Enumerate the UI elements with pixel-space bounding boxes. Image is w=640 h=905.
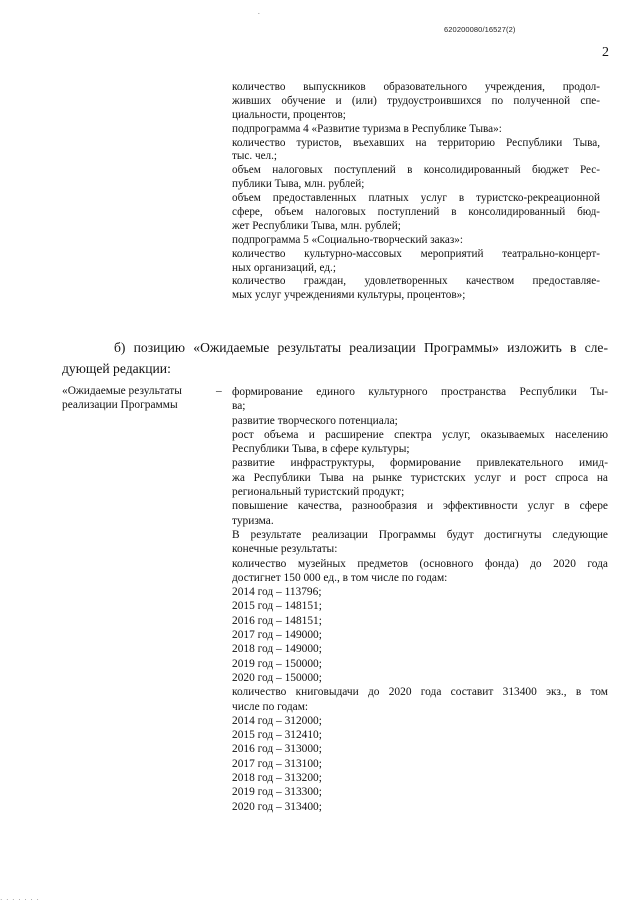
year-value-line: 2019 год – 150000;: [232, 657, 322, 670]
text-line: количество выпускников образовательного учреждения, продол-: [232, 81, 600, 93]
year-value-line: 2020 год – 313400;: [232, 800, 322, 813]
year-value-line: 2016 год – 313000;: [232, 743, 322, 756]
text-line: дующей редакции:: [62, 361, 171, 376]
text-line: числе по годам:: [232, 700, 309, 713]
page-number: 2: [602, 45, 609, 60]
year-value-line: 2015 год – 312410;: [232, 729, 322, 742]
indicators-block: [232, 81, 600, 303]
year-value-line: 2020 год – 150000;: [232, 671, 322, 684]
year-value-line: 2014 год – 113796;: [232, 586, 322, 599]
text-line: В результате реализации Программы будут достигнуты следующие: [232, 528, 608, 541]
text-line: объем предоставленных платных услуг в туристско-рекреационной: [232, 192, 600, 205]
year-value-line: 2019 год – 313300;: [232, 786, 322, 799]
label-line: «Ожидаемые результаты: [62, 385, 182, 397]
text-line: формирование единого культурного пространства Республики Ты-: [232, 386, 608, 398]
text-line: повышение качества, разнообразия и эффективности услуг в сфере: [232, 500, 608, 513]
text-line: жа Республики Тыва на рынке туристских услуг и рост спроса на: [232, 471, 608, 484]
text-line: количество культурно-массовых мероприятий театрально-концерт-: [232, 247, 600, 260]
year-value-line: 2018 год – 149000;: [232, 643, 322, 656]
item-b-paragraph: [62, 337, 608, 379]
text-line: жет Республики Тыва, млн. рублей;: [232, 219, 401, 232]
text-line: Республики Тыва, в сфере культуры;: [232, 443, 410, 456]
text-line: развитие творческого потенциала;: [232, 414, 398, 427]
results-content-cell: [232, 385, 608, 814]
text-line: количество граждан, удовлетворенных качеством предоставляе-: [232, 275, 600, 288]
text-line: подпрограмма 4 «Развитие туризма в Республике Тыва»:: [232, 122, 502, 135]
text-line: количество туристов, въехавших на территорию Республики Тыва,: [232, 136, 600, 149]
year-value-line: 2015 год – 148151;: [232, 600, 322, 613]
text-line: туризма.: [232, 514, 274, 527]
text-line: количество музейных предметов (основного фонда) до 2020 года: [232, 557, 608, 570]
label-line: реализации Программы: [62, 398, 178, 411]
text-line: тыс. чел.;: [232, 150, 278, 163]
scan-edge-mark: · · · · · · ·: [0, 896, 40, 904]
text-line: достигнет 150 000 ед., в том числе по годам:: [232, 571, 448, 584]
year-value-line: 2014 год – 312000;: [232, 714, 322, 727]
text-line: объем налоговых поступлений в консолидированный бюджет Рес-: [232, 164, 600, 177]
text-line: мых услуг учреждениями культуры, процентов»;: [232, 289, 466, 302]
text-line: циальности, процентов;: [232, 108, 346, 121]
results-label-cell: [62, 385, 232, 413]
text-line: сфере, объем налоговых поступлений в консолидированный бюд-: [232, 206, 600, 219]
scan-dot: .: [258, 8, 260, 16]
document-code: 620200080/16527(2): [444, 25, 516, 34]
year-value-line: 2016 год – 148151;: [232, 614, 322, 627]
year-value-line: 2017 год – 149000;: [232, 629, 322, 642]
text-line: ных организаций, ед.;: [232, 261, 336, 274]
text-line: публики Тыва, млн. рублей;: [232, 178, 365, 191]
text-line: количество книговыдачи до 2020 года составит 313400 экз., в том: [232, 686, 608, 699]
text-line: б) позицию «Ожидаемые результаты реализации Программы» изложить в сле-: [114, 340, 608, 355]
year-value-line: 2018 год – 313200;: [232, 772, 322, 785]
text-line: конечные результаты:: [232, 543, 338, 556]
text-line: рост объема и расширение спектра услуг, оказываемых населению: [232, 428, 608, 441]
text-line: подпрограмма 5 «Социально-творческий заказ»:: [232, 233, 463, 246]
text-line: ва;: [232, 400, 246, 413]
text-line: региональный туристский продукт;: [232, 486, 405, 499]
year-value-line: 2017 год – 313100;: [232, 757, 322, 770]
text-line: живших обучение и (или) трудоустроившихся по полученной спе-: [232, 94, 600, 107]
text-line: развитие инфраструктуры, формирование привлекательного имид-: [232, 457, 608, 470]
dash-separator: –: [216, 385, 222, 397]
